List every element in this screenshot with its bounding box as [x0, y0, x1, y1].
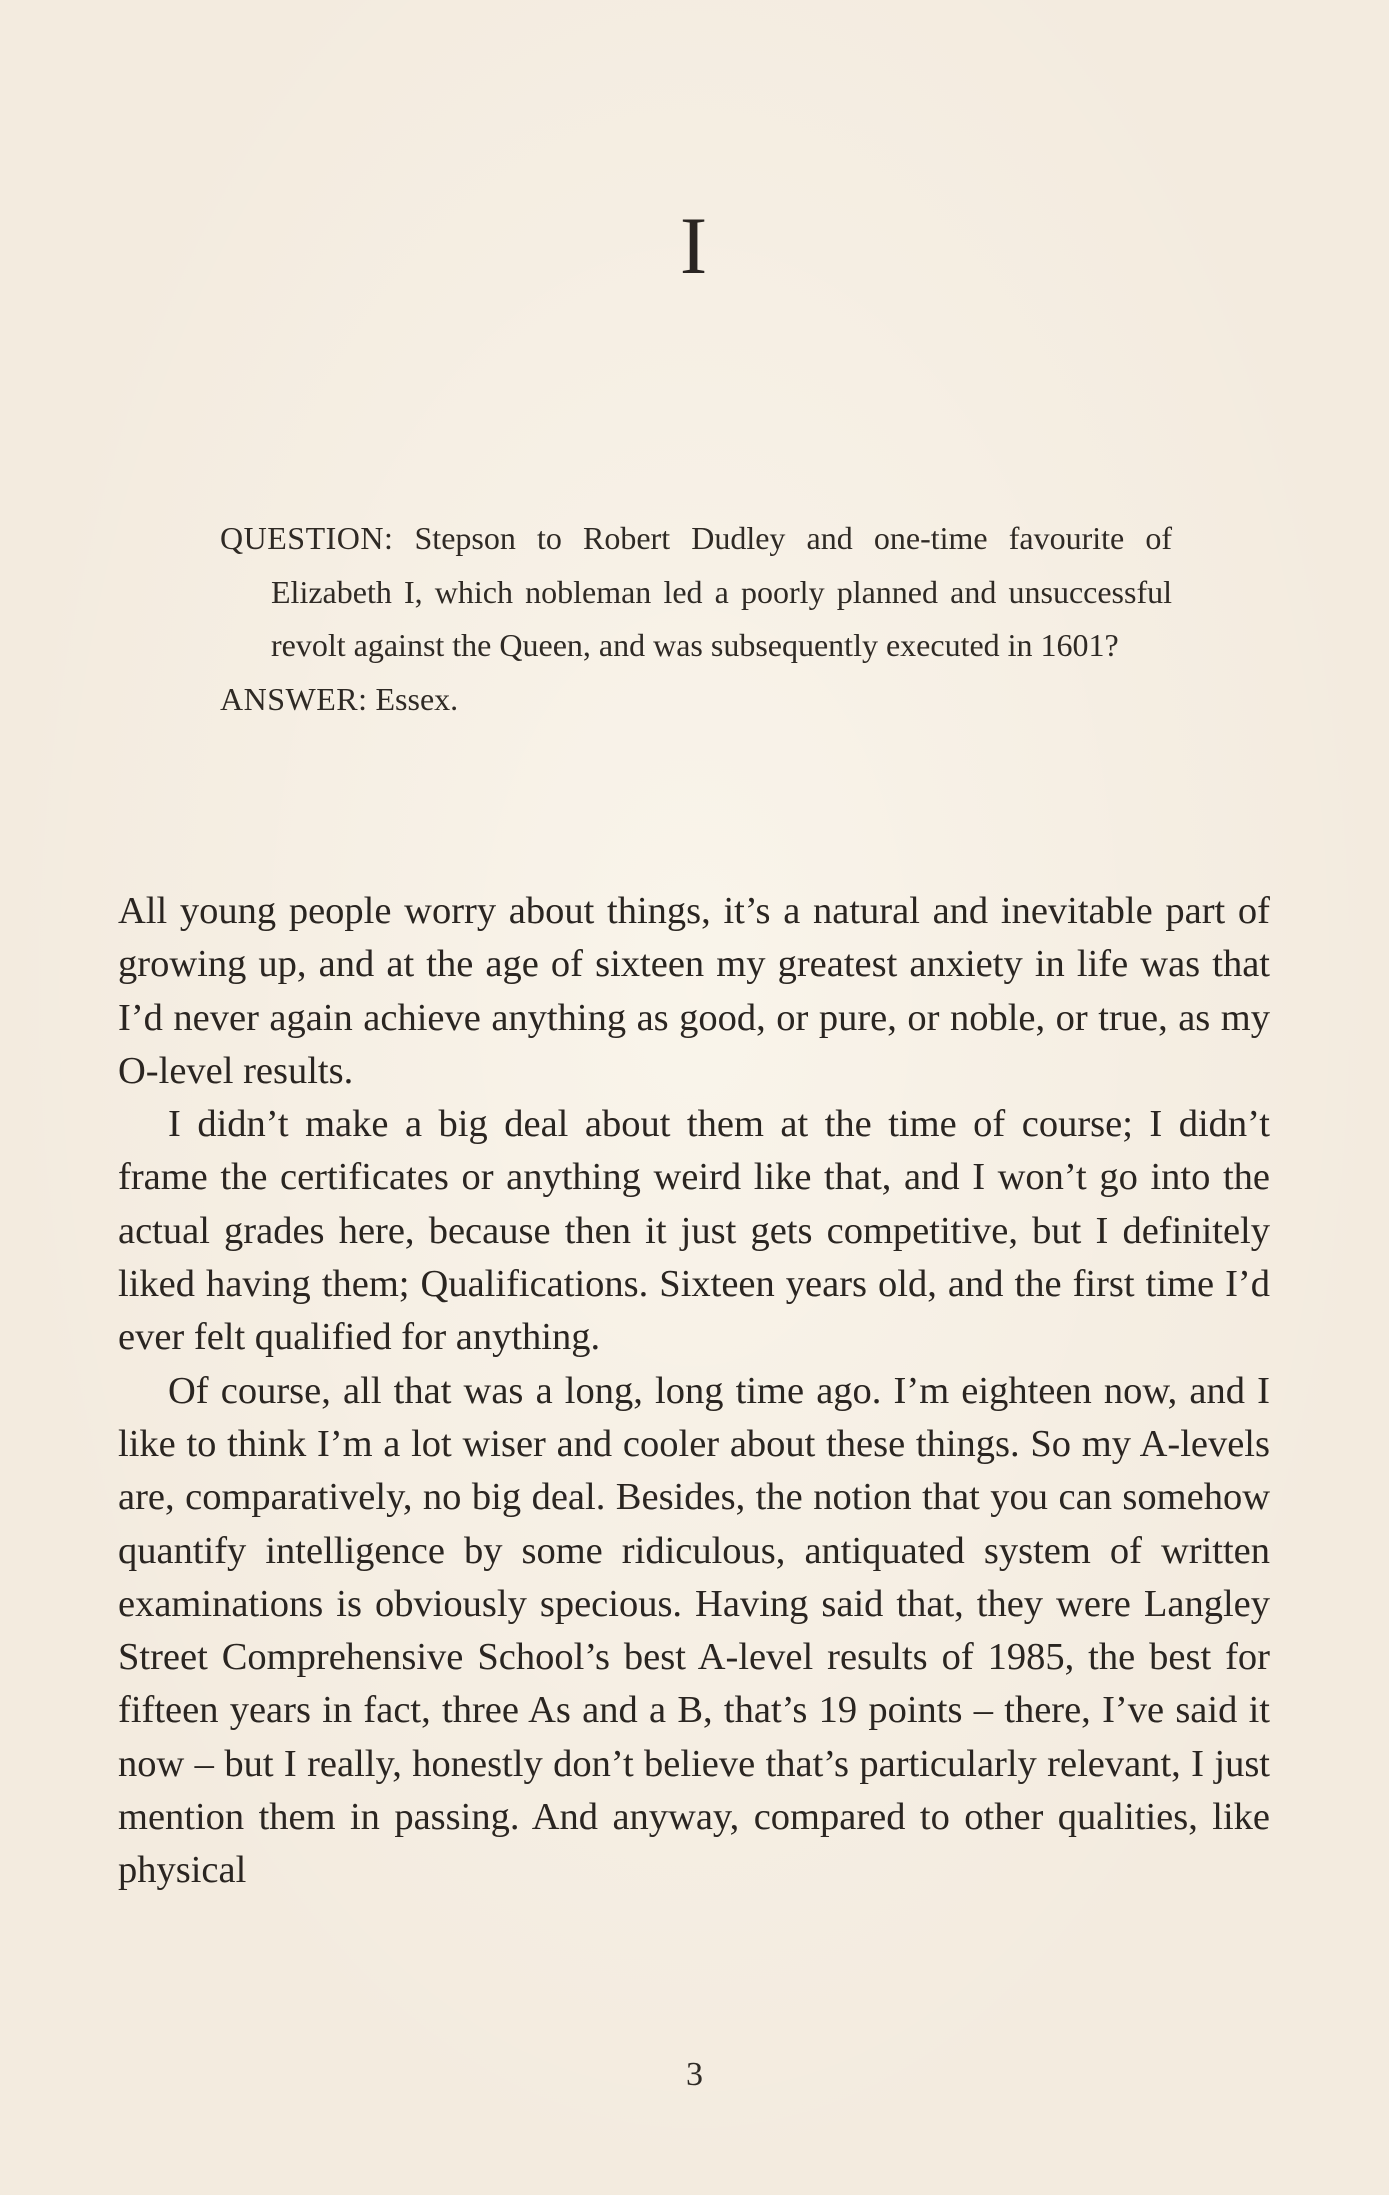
- answer-label: ANSWER:: [220, 680, 368, 717]
- quiz-epigraph: [220, 512, 1172, 726]
- question-label: QUESTION:: [220, 520, 394, 556]
- body-paragraph: I didn’t make a big deal about them at the time of course; I didn’t frame the certificates or anything weird like that, and I won’t go into the actual grades here, because then it just gets competitive, but I definitely liked having them; Qualifications. Sixteen years old, and the first time I’d ever felt qualified for anything.: [118, 1103, 1270, 1359]
- answer-text: Essex.: [375, 680, 459, 717]
- question-text: Stepson to Robert Dudley and one-time favourite of Elizabeth I, which nobleman led a poorly planned and unsuccessful revolt against the Queen, and was subsequently executed in 1601?: [271, 520, 1172, 663]
- body-text: [118, 885, 1270, 1898]
- chapter-number: I: [679, 200, 710, 291]
- body-paragraph: Of course, all that was a long, long time ago. I’m eighteen now, and I like to think I’m a lot wiser and cooler about these things. So my A-levels are, comparatively, no big deal. Besides, the notion that you can somehow quantify intelligence by some ridiculous, antiquated system of written examinations is obviously specious. Having said that, they were Langley Street Comprehensive School’s best A-level results of 1985, the best for fifteen years in fact, three As and a B, that’s 19 points – there, I’ve said it now – but I really, honestly don’t believe that’s particularly relevant, I just mention them in passing. And anyway, compared to other qualities, like physical: [118, 1369, 1270, 1892]
- body-paragraph: All young people worry about things, it’s a natural and inevitable part of growing up, and at the age of sixteen my greatest anxiety in life was that I’d never again achieve anything as good, or pure, or noble, or true, as my O-level results.: [118, 890, 1270, 1092]
- page-number: 3: [686, 2056, 703, 2093]
- quiz-answer: [220, 673, 1172, 727]
- quiz-question: [220, 512, 1172, 673]
